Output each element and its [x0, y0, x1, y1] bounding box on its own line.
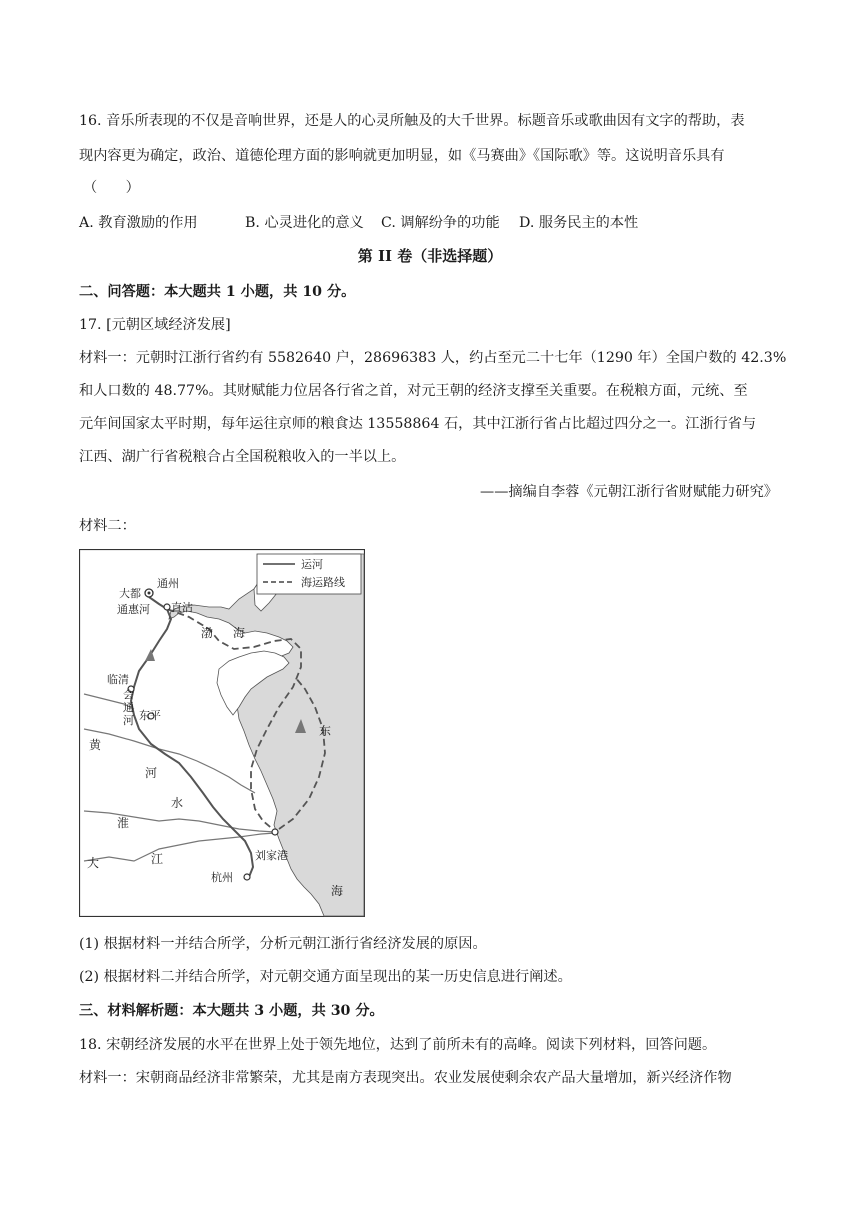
label-hai-bo: 海 [233, 626, 246, 640]
q16-option-a: A. 教育激励的作用 [79, 215, 198, 231]
q16-line-2: 现内容更为确定，政治、道德伦理方面的影响就更加明显，如《马赛曲》《国际歌》等。这说明音乐具有 [79, 148, 725, 164]
section3-heading: 三、材料解析题：本大题共 3 小题，共 30 分。 [79, 1003, 384, 1019]
q17-sub-2: (2) 根据材料二并结合所学，对元朝交通方面呈现出的某一历史信息进行阐述。 [79, 969, 572, 985]
label-zhigu: 直沽 [171, 601, 193, 614]
q17-material1-source: ——摘编自李蓉《元朝江浙行省财赋能力研究》 [480, 484, 778, 500]
part2-title: 第 II 卷（非选择题） [357, 247, 503, 265]
hangzhou-marker [244, 874, 250, 880]
liujiagang-marker [272, 829, 278, 835]
zhigu-marker [164, 604, 170, 610]
label-linqing: 临清 [107, 673, 129, 686]
label-hai-dong: 海 [331, 884, 344, 898]
label-dongping: 东平 [139, 709, 161, 722]
q17-title: 17. [元朝区域经济发展] [79, 317, 231, 333]
q17-material1-line-1: 材料一：元朝时江浙行省约有 5582640 户，28696383 人，约占至元二十七年（1290 年）全国户数的 42.3% [79, 350, 787, 366]
q17-sub-1: (1) 根据材料一并结合所学，分析元朝江浙行省经济发展的原因。 [79, 936, 487, 952]
q17-material2-label: 材料二： [79, 518, 136, 534]
q17-material1-line-3: 元年间国家太平时期，每年运往京师的粮食达 13558864 石，其中江浙行省占比超过四分之一。江浙行省与 [79, 416, 757, 432]
q16-answer-blank: （ ） [83, 180, 140, 196]
q16-option-b: B. 心灵进化的意义 [245, 215, 364, 231]
q16-option-c: C. 调解纷争的功能 [381, 215, 500, 231]
q16-line-1: 16. 音乐所表现的不仅是音响世界，还是人的心灵所触及的大千世界。标题音乐或歌曲因有文字的帮助，表 [79, 113, 745, 129]
q17-material1-line-2: 和人口数的 48.77%。其财赋能力位居各行省之首，对元王朝的经济支撑至关重要。在税粮方面，元统、至 [79, 383, 748, 399]
label-tongzhou: 通州 [157, 577, 179, 590]
label-tonghuihe: 通惠河 [117, 603, 150, 616]
q16-option-d: D. 服务民主的本性 [519, 215, 639, 231]
label-hangzhou: 杭州 [211, 871, 233, 884]
label-shui: 水 [171, 796, 184, 810]
section2-heading: 二、问答题：本大题共 1 小题，共 10 分。 [79, 284, 356, 300]
label-bo: 渤 [201, 626, 214, 640]
label-huai: 淮 [117, 816, 130, 830]
yuan-transport-map [79, 549, 365, 917]
label-he: 河 [145, 766, 158, 780]
q18-line-2: 材料一：宋朝商品经济非常繁荣，尤其是南方表现突出。农业发展使剩余农产品大量增加，新兴经济作物 [79, 1070, 732, 1086]
label-dong: 东 [319, 724, 332, 738]
q17-material1-line-4: 江西、湖广行省税粮合占全国税粮收入的一半以上。 [79, 449, 406, 465]
label-dadu: 大都 [119, 587, 141, 600]
legend-sea-label: 海运路线 [301, 576, 345, 589]
q18-line-1: 18. 宋朝经济发展的水平在世界上处于领先地位，达到了前所未有的高峰。阅读下列材料，回答问题。 [79, 1037, 717, 1053]
label-liujiagang: 刘家港 [255, 849, 288, 862]
label-da: 大 [87, 856, 100, 870]
legend-canal-label: 运河 [301, 558, 323, 571]
label-jiang: 江 [151, 852, 164, 866]
label-huang: 黄 [89, 738, 102, 752]
label-huitonghe: 会通河 [123, 688, 134, 727]
